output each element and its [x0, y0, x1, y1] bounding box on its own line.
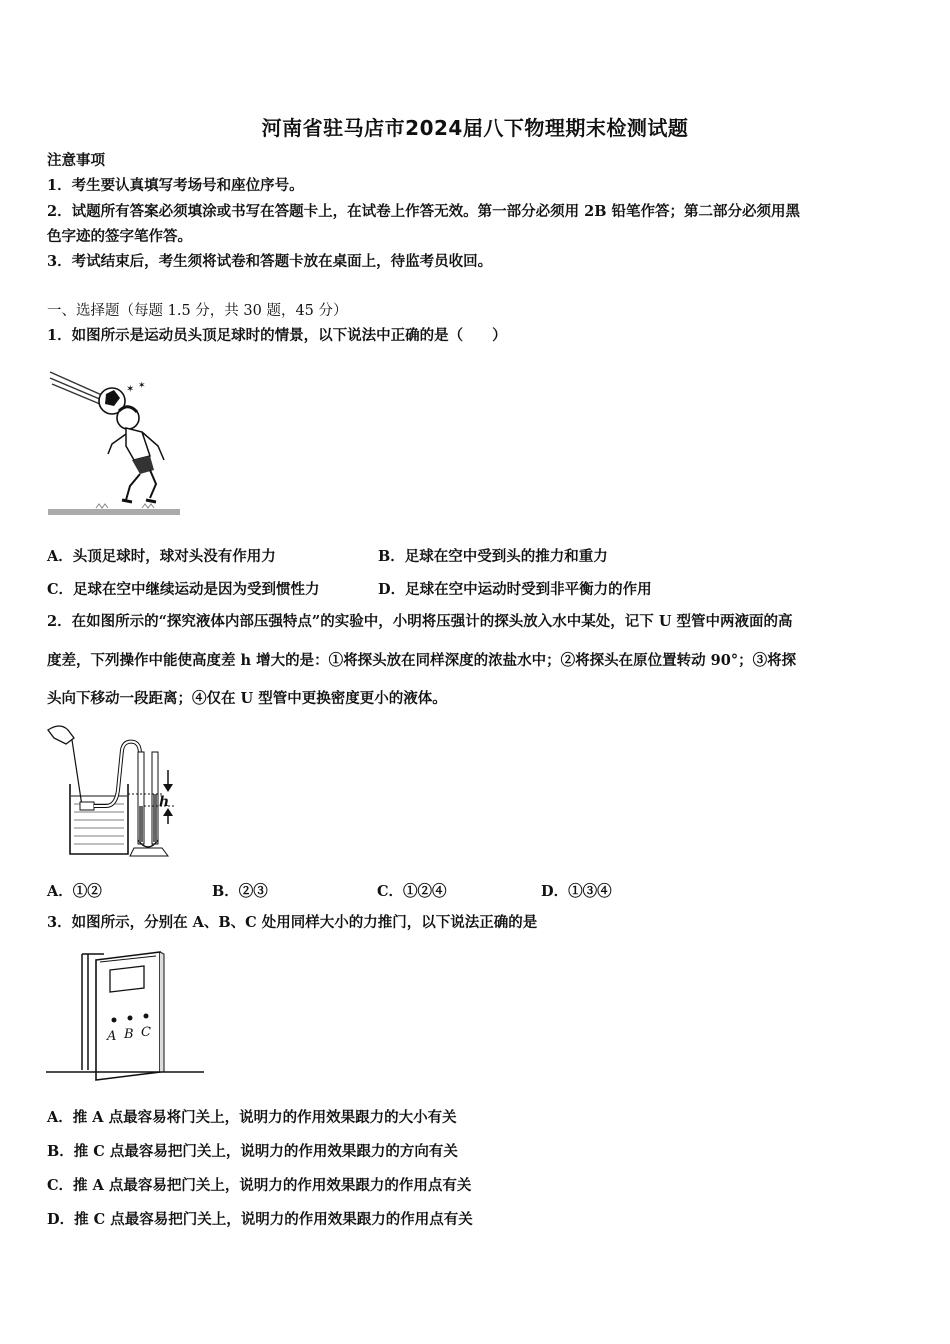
q3-figure-label-a: A	[107, 1029, 117, 1044]
page-title: 河南省驻马店市2024届八下物理期末检测试题	[261, 116, 689, 140]
q3-option-a[interactable]: A．推 A 点最容易将门关上，说明力的作用效果跟力的大小有关	[47, 1109, 457, 1126]
q2-line-3: 头向下移动一段距离；④仅在 U 型管中更换密度更小的液体。	[47, 690, 447, 707]
notice-item-3: 3．考试结束后，考生须将试卷和答题卡放在桌面上，待监考员收回。	[47, 253, 493, 270]
q1-option-b[interactable]: B．足球在空中受到头的推力和重力	[378, 548, 608, 565]
svg-text:✶: ✶	[138, 381, 146, 391]
q2-option-c[interactable]: C．①②④	[377, 883, 447, 900]
q2-figure-h-label: h	[159, 794, 170, 810]
svg-text:✶: ✶	[126, 384, 135, 395]
q3-figure-label-c: C	[141, 1025, 151, 1040]
section-heading: 一、选择题（每题 1.5 分，共 30 题，45 分）	[47, 303, 348, 319]
q3-stem: 3．如图所示，分别在 A、B、C 处用同样大小的力推门，以下说法正确的是	[47, 914, 538, 931]
q2-figure-pressure-gauge	[44, 720, 184, 862]
q2-line-2: 度差，下列操作中能使高度差 h 增大的是：①将探头放在同样深度的浓盐水中；②将探头在原位置转动 90°；③将探	[47, 652, 797, 669]
q2-line-1: 2．在如图所示的“探究液体内部压强特点”的实验中，小明将压强计的探头放入水中某处，记下 U 型管中两液面的高	[47, 613, 793, 630]
q1-option-c[interactable]: C．足球在空中继续运动是因为受到惯性力	[47, 581, 320, 598]
q3-option-c[interactable]: C．推 A 点最容易把门关上，说明力的作用效果跟力的作用点有关	[47, 1177, 472, 1194]
q3-figure-door	[44, 948, 208, 1086]
q3-option-d[interactable]: D．推 C 点最容易把门关上，说明力的作用效果跟力的作用点有关	[47, 1211, 473, 1228]
q3-option-b[interactable]: B．推 C 点最容易把门关上，说明力的作用效果跟力的方向有关	[47, 1143, 458, 1160]
q3-figure-label-b: B	[124, 1027, 134, 1042]
notice-item-1: 1．考生要认真填写考场号和座位序号。	[47, 177, 304, 194]
q1-stem: 1．如图所示是运动员头顶足球时的情景，以下说法中正确的是（ ）	[47, 327, 507, 344]
q1-option-a[interactable]: A．头顶足球时，球对头没有作用力	[47, 548, 276, 565]
q2-option-d[interactable]: D．①③④	[541, 883, 612, 900]
q1-figure-header-ball	[46, 366, 186, 518]
q2-option-b[interactable]: B．②③	[212, 883, 268, 900]
q2-option-a[interactable]: A．①②	[47, 883, 102, 900]
notice-item-2-cont: 色字迹的签字笔作答。	[47, 228, 192, 245]
q1-option-d[interactable]: D．足球在空中运动时受到非平衡力的作用	[378, 581, 652, 598]
notice-heading: 注意事项	[47, 152, 105, 169]
notice-item-2: 2．试题所有答案必须填涂或书写在答题卡上，在试卷上作答无效。第一部分必须用 2B 铅笔作答；第二部分必须用黑	[47, 203, 801, 220]
